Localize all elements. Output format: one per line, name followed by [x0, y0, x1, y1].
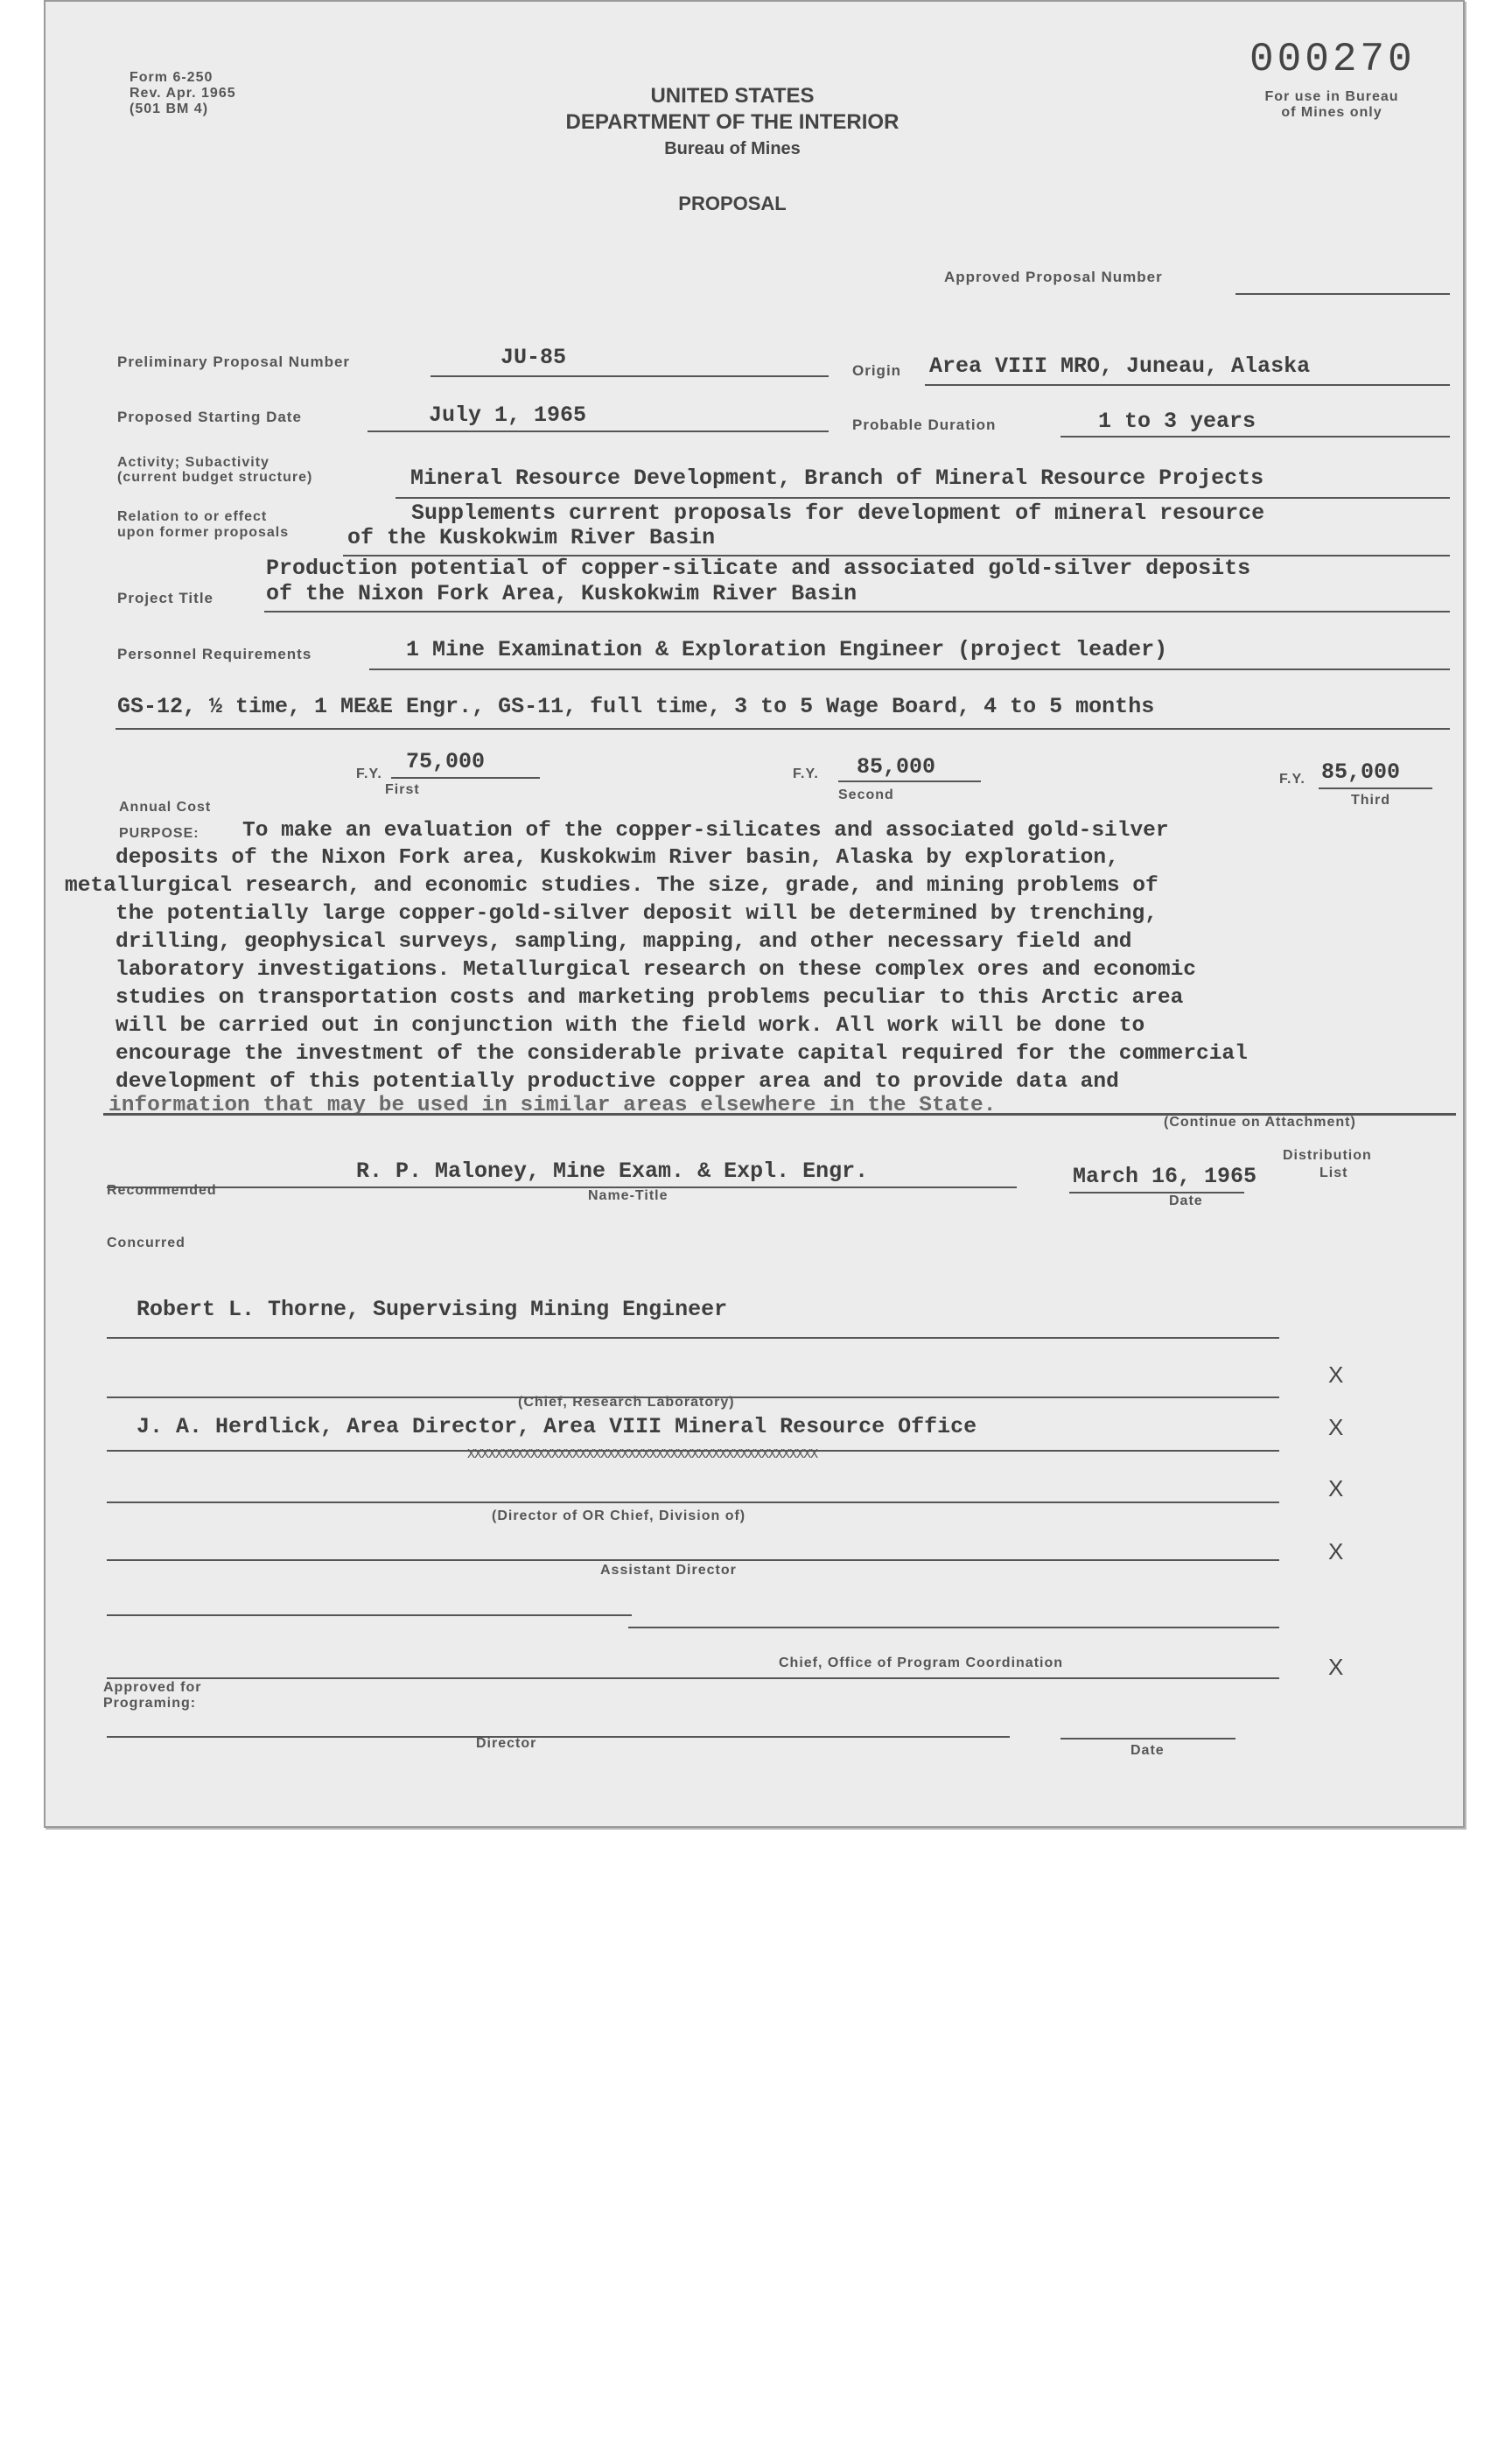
- purpose-line-10: development of this potentially productive copper area and to provide data and: [116, 1070, 1119, 1094]
- fy-second-label: Second: [838, 788, 894, 802]
- personnel-value-2: GS-12, ½ time, 1 ME&E Engr., GS-11, full time, 3 to 5 Wage Board, 4 to 5 months: [117, 694, 1155, 719]
- start-value: July 1, 1965: [429, 402, 587, 428]
- distribution-label-1: Distribution: [1283, 1148, 1372, 1163]
- annual-cost-label: Annual Cost: [119, 800, 212, 815]
- prelim-line: [430, 375, 829, 377]
- fy-third-line: [1319, 788, 1432, 789]
- purpose-line-5: drilling, geophysical surveys, sampling, mapping, and other necessary field and: [116, 930, 1132, 954]
- form-sheet: [44, 0, 1465, 1828]
- concurred-line-5: [107, 1559, 1279, 1561]
- fy-second-line: [838, 780, 981, 782]
- date-label-2: Date: [1130, 1743, 1165, 1758]
- project-title-1: Production potential of copper-silicate and associated gold-silver deposits: [266, 556, 1251, 581]
- fy-third-value: 85,000: [1321, 760, 1401, 785]
- purpose-line-8: will be carried out in conjunction with the field work. All work will be done to: [116, 1014, 1145, 1038]
- form-code: (501 BM 4): [130, 102, 209, 116]
- director-label: Director: [476, 1736, 537, 1751]
- agency-line1: UNITED STATES: [650, 84, 815, 108]
- relation-value-2: of the Kuskokwim River Basin: [347, 525, 716, 550]
- approved-label-1: Approved for: [103, 1680, 202, 1695]
- purpose-line-9: encourage the investment of the considerable private capital required for the commercial: [116, 1042, 1248, 1066]
- stamp-number: 000270: [1250, 37, 1416, 82]
- activity-label-1: Activity; Subactivity: [117, 455, 270, 470]
- name-title-label: Name-Title: [588, 1188, 668, 1203]
- purpose-line-6: laboratory investigations. Metallurgical research on these complex ores and economic: [116, 958, 1197, 982]
- relation-label-1: Relation to or effect: [117, 509, 268, 524]
- personnel-value-1: 1 Mine Examination & Exploration Engineer (project leader): [406, 637, 1168, 662]
- duration-label: Probable Duration: [852, 416, 997, 433]
- concurred-signer-2: J. A. Herdlick, Area Director, Area VIII Mineral Resource Office: [136, 1414, 977, 1439]
- fy-second-prefix: F.Y.: [793, 766, 819, 781]
- purpose-label: PURPOSE:: [119, 826, 200, 841]
- recommended-line: [107, 1186, 1017, 1188]
- distribution-mark-1: X: [1328, 1362, 1344, 1388]
- bureau-use-note-2: of Mines only: [1281, 105, 1382, 120]
- distribution-mark-3: X: [1328, 1475, 1344, 1502]
- purpose-line-1: To make an evaluation of the copper-silicates and associated gold-silver: [242, 819, 1169, 843]
- distribution-label-2: List: [1320, 1166, 1348, 1180]
- relation-label-2: upon former proposals: [117, 525, 290, 540]
- approved-date-line: [1060, 1738, 1236, 1740]
- duration-value: 1 to 3 years: [1098, 409, 1256, 434]
- form-number: Form 6-250: [130, 70, 214, 85]
- purpose-line-2: deposits of the Nixon Fork area, Kuskokwim River basin, Alaska by exploration,: [116, 846, 1119, 870]
- fy-third-label: Third: [1351, 793, 1390, 808]
- activity-line: [396, 497, 1450, 499]
- fy-third-prefix: F.Y.: [1279, 772, 1306, 787]
- concurred-line-7: [107, 1677, 1279, 1679]
- agency-line2: DEPARTMENT OF THE INTERIOR: [565, 110, 900, 134]
- start-line: [368, 430, 829, 432]
- approved-label-2: Programing:: [103, 1696, 197, 1711]
- start-label: Proposed Starting Date: [117, 409, 302, 425]
- activity-value: Mineral Resource Development, Branch of Mineral Resource Projects: [410, 466, 1264, 491]
- recommended-label: Recommended: [107, 1183, 217, 1198]
- director-or-chief-label: (Director of OR Chief, Division of): [492, 1508, 746, 1523]
- recommended-date: March 16, 1965: [1073, 1164, 1257, 1189]
- concurred-label: Concurred: [107, 1236, 186, 1250]
- bureau-use-note-1: For use in Bureau: [1264, 89, 1399, 104]
- assistant-director-label: Assistant Director: [600, 1563, 737, 1578]
- fy-first-label: First: [385, 782, 420, 797]
- activity-label-2: (current budget structure): [117, 470, 313, 485]
- concurred-line-4: [107, 1502, 1279, 1503]
- concurred-line-6a: [107, 1614, 632, 1616]
- prelim-label: Preliminary Proposal Number: [117, 354, 351, 370]
- concurred-line-1: [107, 1337, 1279, 1339]
- concurred-signer-1: Robert L. Thorne, Supervising Mining Engineer: [136, 1297, 728, 1322]
- fy-first-line: [391, 777, 540, 779]
- continue-note: (Continue on Attachment): [1164, 1115, 1356, 1130]
- purpose-line-11: information that may be used in similar areas elsewhere in the State.: [108, 1094, 997, 1117]
- project-title-2: of the Nixon Fork Area, Kuskokwim River Basin: [266, 581, 858, 606]
- relation-value-1: Supplements current proposals for development of mineral resource: [411, 500, 1265, 526]
- concurred-line-6b: [628, 1627, 1279, 1628]
- personnel-line-1: [369, 668, 1450, 670]
- chief-program-label: Chief, Office of Program Coordination: [779, 1656, 1064, 1670]
- chief-research-lab-label: (Chief, Research Laboratory): [518, 1395, 735, 1410]
- page-title: PROPOSAL: [678, 192, 787, 214]
- approved-number-line: [1236, 293, 1450, 295]
- distribution-mark-2: X: [1328, 1414, 1344, 1440]
- bureau-name: Bureau of Mines: [664, 139, 801, 158]
- personnel-line-2: [116, 728, 1450, 730]
- purpose-line-4: the potentially large copper-gold-silver deposit will be determined by trenching,: [116, 902, 1158, 926]
- fy-first-value: 75,000: [406, 749, 486, 774]
- project-title-line: [264, 611, 1450, 612]
- form-revision: Rev. Apr. 1965: [130, 86, 236, 101]
- purpose-line-7: studies on transportation costs and marketing problems peculiar to this Arctic area: [116, 986, 1184, 1010]
- personnel-label: Personnel Requirements: [117, 646, 312, 662]
- origin-label: Origin: [852, 362, 902, 379]
- distribution-mark-5: X: [1328, 1654, 1344, 1680]
- prelim-value: JU-85: [500, 345, 567, 370]
- origin-line: [925, 384, 1450, 386]
- purpose-line-3: metallurgical research, and economic studies. The size, grade, and mining problems of: [65, 874, 1158, 898]
- distribution-mark-4: X: [1328, 1538, 1344, 1564]
- approved-number-label: Approved Proposal Number: [944, 269, 1163, 285]
- fy-first-prefix: F.Y.: [356, 766, 382, 781]
- approved-director-line: [107, 1736, 1010, 1738]
- fy-second-value: 85,000: [857, 754, 936, 780]
- duration-line: [1060, 436, 1450, 438]
- recommended-name: R. P. Maloney, Mine Exam. & Expl. Engr.: [356, 1158, 869, 1184]
- date-label: Date: [1169, 1194, 1203, 1208]
- recommended-date-line: [1069, 1192, 1244, 1194]
- strikethrough-mark: XXXXXXXXXXXXXXXXXXXXXXXXXXXXXXXXXXXXXXXXXXXXXXXXXX: [467, 1447, 818, 1458]
- origin-value: Area VIII MRO, Juneau, Alaska: [929, 354, 1311, 379]
- project-title-label: Project Title: [117, 590, 214, 606]
